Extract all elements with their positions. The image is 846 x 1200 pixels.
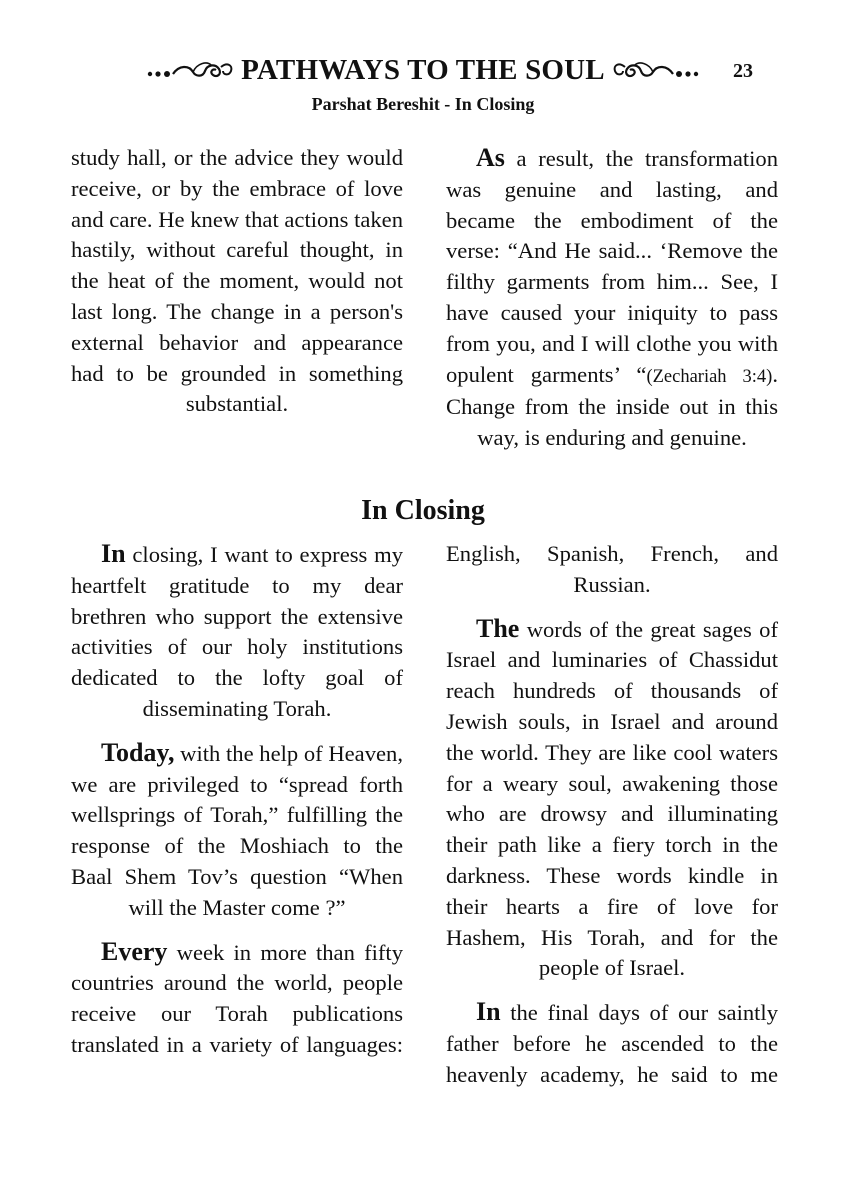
paragraph bbox=[71, 143, 403, 420]
lead-word: Today, bbox=[101, 737, 175, 767]
paragraph-text: English, Spanish, French, and Russian. bbox=[446, 541, 778, 597]
paragraph-text: study hall, or the advice they would receive, or by the embrace of love and care. He knew that actions taken hastily, without careful thought, in the heat of the moment, would not last long. The change in a person's external behavior and appearance had to be grounded in something substantial. bbox=[71, 145, 403, 417]
page-number: 23 bbox=[733, 60, 753, 82]
paragraph-text: . Change from the inside out in this way, is enduring and genuine. bbox=[446, 361, 778, 451]
paragraph bbox=[446, 997, 778, 1090]
lead-word: As bbox=[476, 143, 505, 172]
bottom-right-column bbox=[446, 539, 778, 1091]
paragraph bbox=[446, 614, 778, 985]
lead-word: In bbox=[101, 539, 126, 568]
paragraph-text: a result, the transformation was genuine and lasting, and became the embodiment of the verse: “And He said... ‘Remove the filthy garments from him... See, I have caused your iniquity to pass from you, and I will clothe you with opulent garments’ “ bbox=[446, 146, 778, 387]
paragraph bbox=[71, 937, 403, 1061]
paragraph-text: words of the great sages of Israel and luminaries of Chassidut reach hundreds of thousands of Jewish souls, in Israel and around the world. They are like cool waters for a weary soul, awakening those who are drowsy and illuminating their path like a fiery torch in the darkness. These words kindle in their hearts a fire of love for Hashem, His Torah, and for the people of Israel. bbox=[446, 616, 778, 981]
running-title: PATHWAYS TO THE SOUL bbox=[241, 53, 605, 86]
paragraph bbox=[71, 539, 403, 725]
left-ornament-icon bbox=[145, 59, 237, 81]
paragraph-text: the final days of our saintly father before he ascended to the heavenly academy, he said to me bbox=[446, 1000, 778, 1087]
lead-word: The bbox=[476, 613, 520, 643]
section-heading: In Closing bbox=[361, 495, 485, 526]
paragraph bbox=[446, 143, 778, 454]
paragraph-text: closing, I want to express my heartfelt gratitude to my dear brethren who support the extensive activities of our holy institutions dedicated to the lofty goal of disseminating Torah. bbox=[71, 542, 403, 721]
paragraph-text: week in more than fifty countries around the world, people receive our Torah publications translated in a variety of languages: bbox=[71, 939, 403, 1057]
lead-word: In bbox=[476, 997, 501, 1027]
lead-word: Every bbox=[101, 936, 168, 966]
paragraph bbox=[71, 738, 403, 924]
header-title-group bbox=[128, 50, 718, 90]
running-header bbox=[0, 50, 846, 90]
verse-citation: (Zechariah 3:4) bbox=[646, 366, 773, 387]
bottom-left-column bbox=[71, 539, 403, 1061]
paragraph-text: with the help of Heaven, we are privileged to “spread forth wellsprings of Torah,” fulfilling the response of the Moshiach to the Baal Shem Tov’s question “When will the Master come ?” bbox=[71, 740, 403, 920]
chapter-subtitle: Parshat Bereshit - In Closing bbox=[311, 94, 535, 114]
right-ornament-icon bbox=[609, 59, 701, 81]
paragraph bbox=[446, 539, 778, 601]
top-right-column bbox=[446, 143, 778, 454]
top-left-column bbox=[71, 143, 403, 420]
